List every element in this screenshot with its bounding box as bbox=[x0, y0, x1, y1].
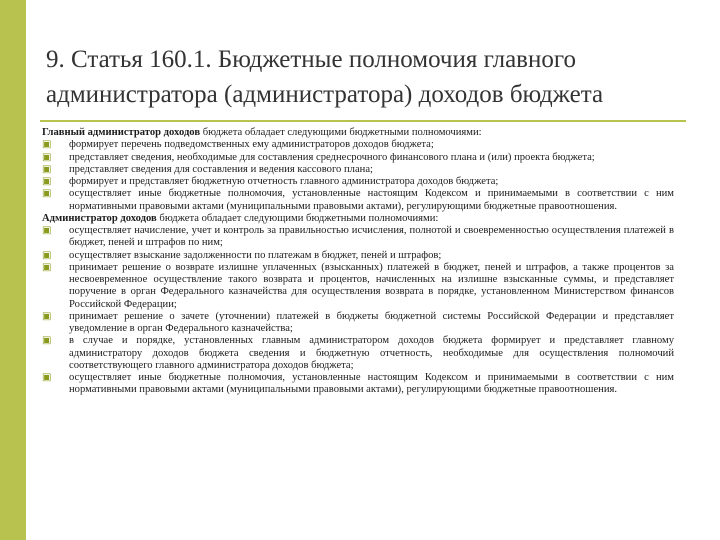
checkbox-bullet-icon: ▣ bbox=[42, 310, 52, 322]
checkbox-bullet-icon: ▣ bbox=[42, 249, 52, 261]
checkbox-bullet-icon: ▣ bbox=[42, 261, 52, 273]
list-item bbox=[42, 311, 674, 336]
list-item-text: в случае и порядке, установленных главным администратором доходов бюджета формирует и представляет главному администратору доходов бюджета сведения и бюджетную отчетность, необходимые для осуществления полномочий соответствующего главного администратора доходов бюджета; bbox=[69, 335, 674, 371]
intro-term: Администратор доходов bbox=[42, 212, 157, 224]
section-intro-admin bbox=[42, 213, 674, 225]
list-item bbox=[42, 335, 674, 372]
list-item-text: осуществляет иные бюджетные полномочия, установленные настоящим Кодексом и принимаемыми в соответствии с ним нормативными правовыми актами (муниципальными правовыми актами), регулирующими бюджетные правоотношения. bbox=[69, 372, 674, 396]
checkbox-bullet-icon: ▣ bbox=[42, 163, 52, 175]
list-item-text: формирует перечень подведомственных ему администраторов доходов бюджета; bbox=[69, 139, 434, 151]
list-item-text: представляет сведения, необходимые для составления среднесрочного финансового плана и (или) проекта бюджета; bbox=[69, 151, 595, 163]
list-item-text: формирует и представляет бюджетную отчетность главного администратора доходов бюджета; bbox=[69, 176, 499, 187]
list-item bbox=[42, 152, 674, 164]
section-intro-chief-admin bbox=[42, 127, 674, 139]
intro-term: Главный администратор доходов bbox=[42, 127, 201, 138]
list-item bbox=[42, 188, 674, 213]
slide-accent-bar bbox=[0, 0, 26, 540]
intro-text: бюджета обладает следующими бюджетными полномочиями: bbox=[200, 127, 482, 138]
checkbox-bullet-icon: ▣ bbox=[42, 372, 52, 383]
checkbox-bullet-icon: ▣ bbox=[42, 176, 52, 187]
list-item bbox=[42, 225, 674, 250]
list-item bbox=[42, 139, 674, 151]
checkbox-bullet-icon: ▣ bbox=[42, 335, 52, 347]
list-item bbox=[42, 176, 674, 188]
checkbox-bullet-icon: ▣ bbox=[42, 151, 52, 163]
list-item bbox=[42, 164, 674, 176]
admin-powers-list bbox=[42, 225, 674, 397]
list-item-text: осуществляет иные бюджетные полномочия, установленные настоящим Кодексом и принимаемыми в соответствии с ним нормативными правовыми актами (муниципальными правовыми актами), регулирующими бюджетные правоотношения. bbox=[69, 188, 674, 212]
checkbox-bullet-icon: ▣ bbox=[42, 188, 52, 200]
list-item bbox=[42, 250, 674, 262]
list-item-text: осуществляет начисление, учет и контроль за правильностью исчисления, полнотой и своевременностью осуществления платежей в бюджет, пеней и штрафов по ним; bbox=[69, 225, 674, 249]
list-item-text: представляет сведения для составления и ведения кассового плана; bbox=[69, 163, 373, 175]
list-item bbox=[42, 372, 674, 397]
list-item bbox=[42, 262, 674, 311]
intro-text: бюджета обладает следующими бюджетными полномочиями: bbox=[156, 212, 439, 224]
slide-body bbox=[42, 127, 674, 397]
chief-admin-powers-list bbox=[42, 139, 674, 213]
list-item-text: принимает решение о зачете (уточнении) платежей в бюджеты бюджетной системы Российской Федерации и представляет уведомление в орган Федерального казначейства; bbox=[69, 310, 674, 334]
list-item-text: осуществляет взыскание задолженности по платежам в бюджет, пеней и штрафов; bbox=[69, 249, 442, 261]
checkbox-bullet-icon: ▣ bbox=[42, 225, 52, 236]
title-divider bbox=[40, 120, 686, 122]
checkbox-bullet-icon: ▣ bbox=[42, 139, 52, 151]
list-item-text: принимает решение о возврате излишне уплаченных (взысканных) платежей в бюджет, пеней и штрафов, а также процентов за несвоевременное осуществление такого возврата и процентов, начисленных на излишне взысканные суммы, и представляет поручение в орган Федерального казначейства для осуществления возврата в порядке, установленном Министерством финансов Российской Федерации; bbox=[69, 261, 674, 310]
slide-title: 9. Статья 160.1. Бюджетные полномочия главного администратора (администратора) доходов бюджета bbox=[46, 46, 604, 108]
